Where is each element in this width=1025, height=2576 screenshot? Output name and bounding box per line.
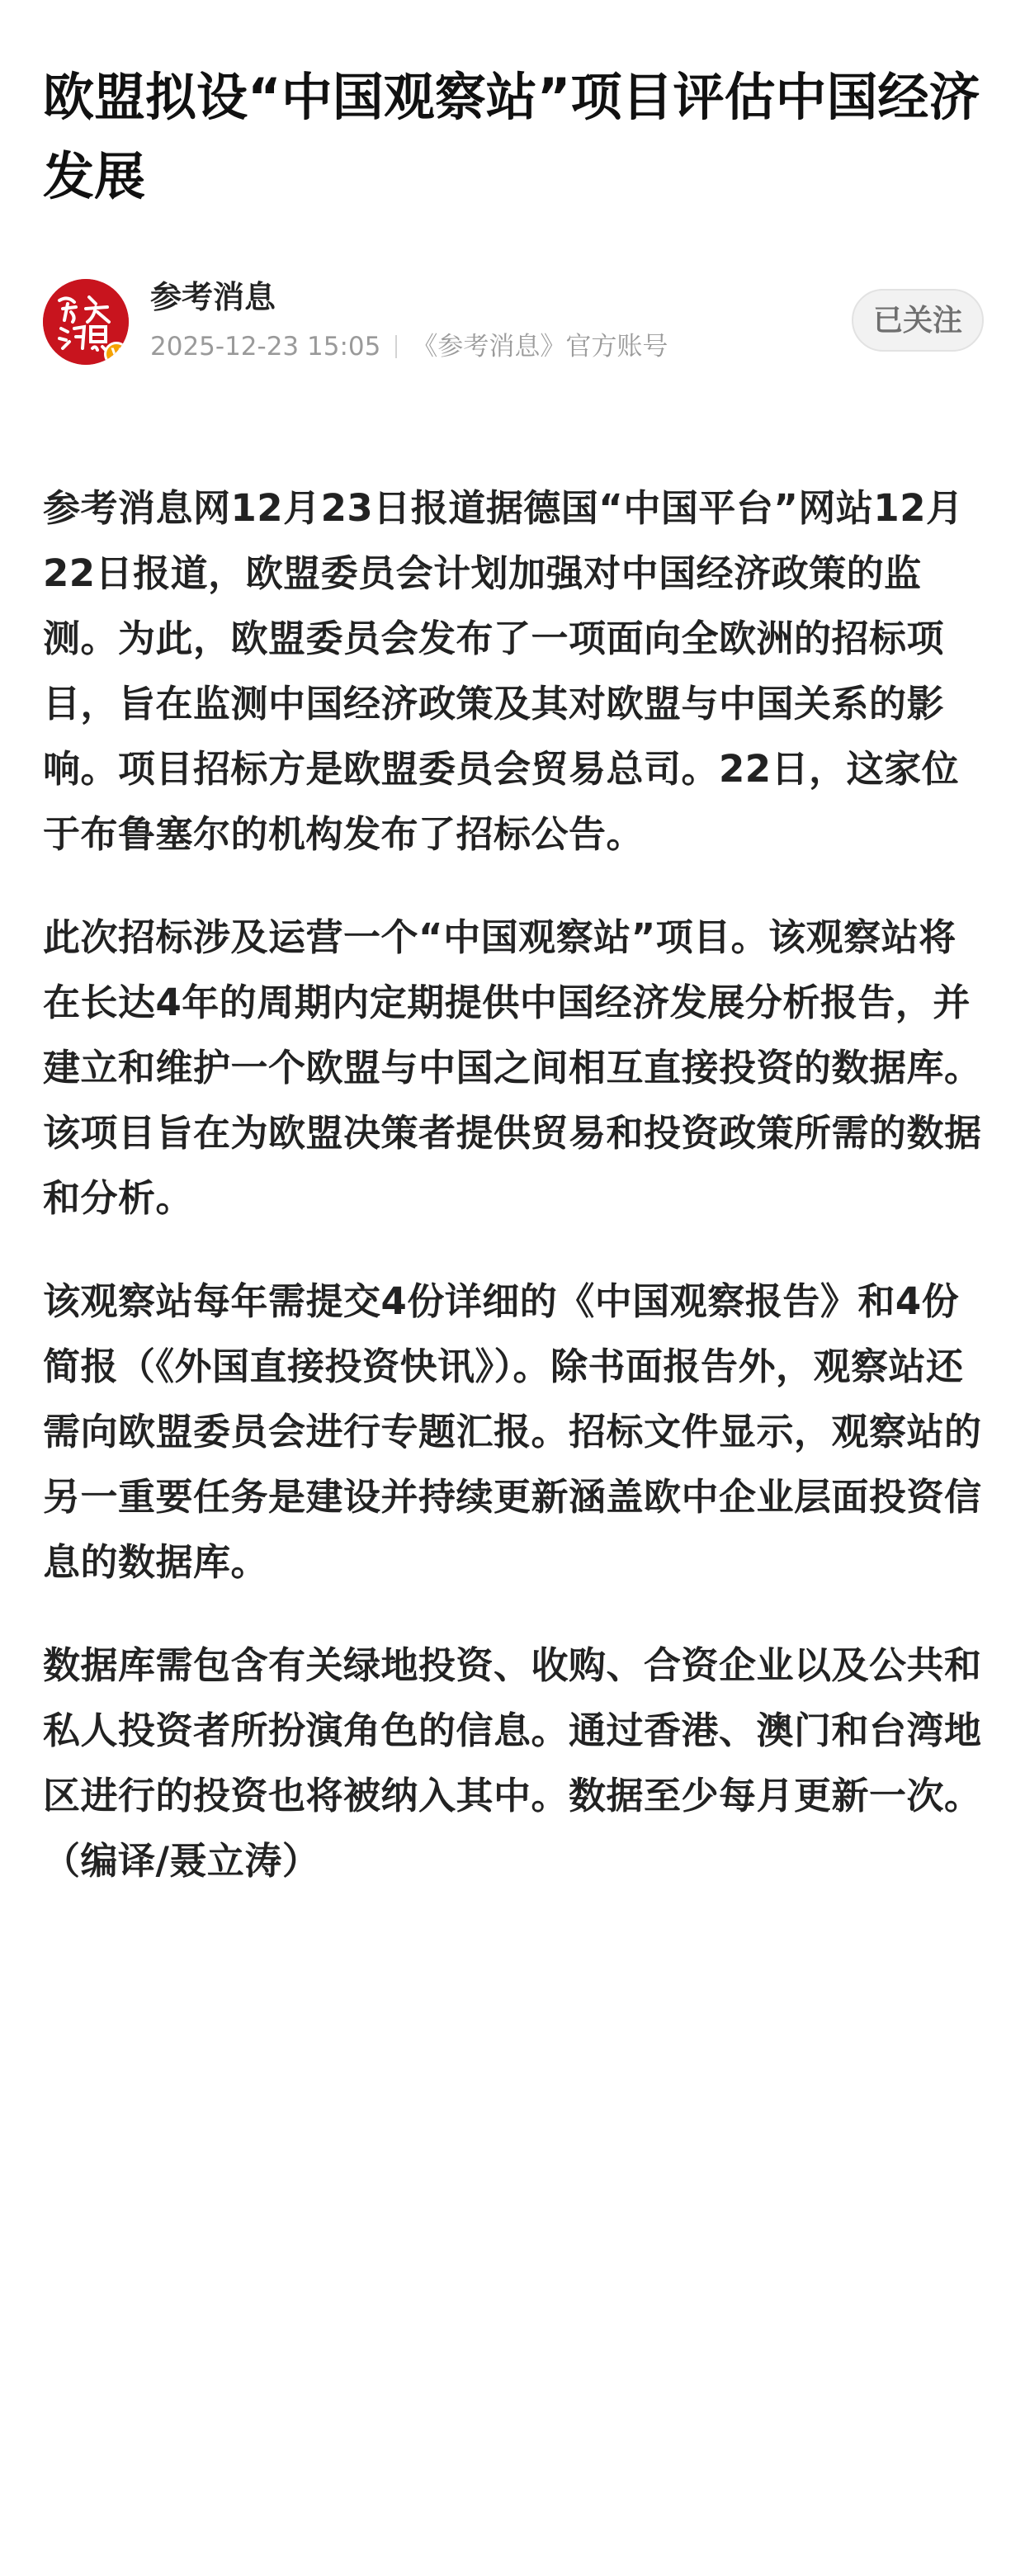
account-source: 《参考消息》官方账号 bbox=[412, 332, 668, 362]
paragraph: 此次招标涉及运营一个“中国观察站”项目。该观察站将在长达4年的周期内定期提供中国经济发展分析报告，并建立和维护一个欧盟与中国之间相互直接投资的数据库。该项目旨在为欧盟决策者提供贸易和投资政策所需的数据和分析。 bbox=[43, 915, 982, 1220]
post-meta bbox=[150, 330, 668, 363]
meta-divider bbox=[395, 335, 397, 358]
follow-button[interactable]: 已关注 bbox=[852, 289, 984, 352]
verified-icon: V bbox=[104, 342, 129, 365]
paragraph: 参考消息网12月23日报道据德国“中国平台”网站12月22日报道，欧盟委员会计划加强对中国经济政策的监测。为此，欧盟委员会发布了一项面向全欧洲的招标项目，旨在监测中国经济政策及其对欧盟与中国关系的影响。项目招标方是欧盟委员会贸易总司。22日，这家位于布鲁塞尔的机构发布了招标公告。 bbox=[43, 486, 964, 856]
paragraph: 该观察站每年需提交4份详细的《中国观察报告》和4份简报（《外国直接投资快讯》）。除书面报告外，观察站还需向欧盟委员会进行专题汇报。招标文件显示，观察站的另一重要任务是建设并持续更新涵盖欧中企业层面投资信息的数据库。 bbox=[43, 1279, 982, 1584]
author-name[interactable]: 参考消息 bbox=[150, 279, 276, 315]
article-body bbox=[43, 475, 988, 1931]
paragraph: 数据库需包含有关绿地投资、收购、合资企业以及公共和私人投资者所扮演角色的信息。通过香港、澳门和台湾地区进行的投资也将被纳入其中。数据至少每月更新一次。（编译/聂立涛） bbox=[43, 1643, 982, 1883]
article-title: 欧盟拟设“中国观察站”项目评估中国经济发展 bbox=[43, 67, 980, 206]
author-avatar[interactable] bbox=[43, 279, 129, 365]
author-bar bbox=[43, 274, 984, 365]
publish-date: 2025-12-23 15:05 bbox=[150, 332, 381, 362]
